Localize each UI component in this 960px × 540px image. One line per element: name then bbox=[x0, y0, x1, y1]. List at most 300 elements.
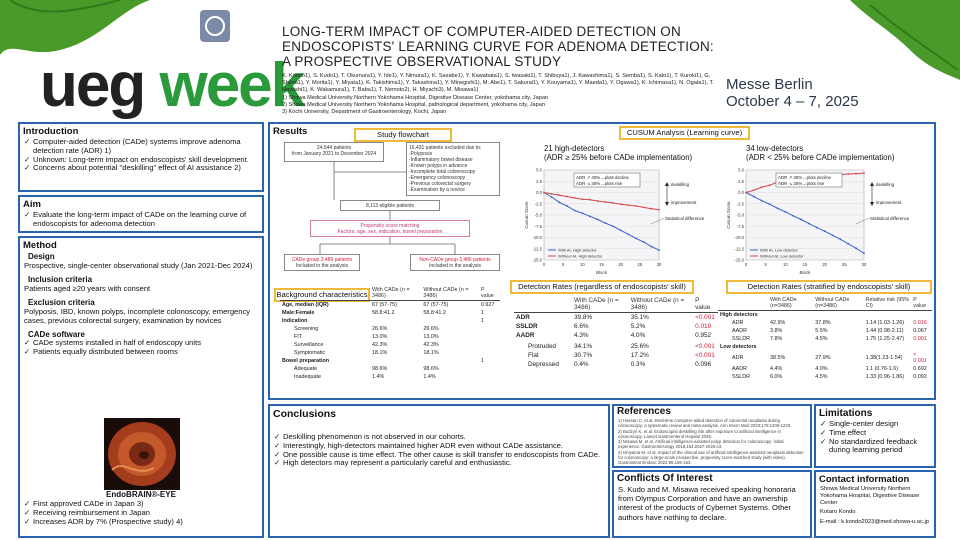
table-cell: Adequate bbox=[294, 366, 318, 372]
cusum-tag: CUSUM Analysis (Learning curve) bbox=[619, 126, 750, 140]
table-cell: Protruded bbox=[528, 343, 557, 350]
inclusion-text: Patients aged ≥20 years with consent bbox=[24, 284, 151, 293]
y-tick-label: -10.0 bbox=[734, 235, 744, 240]
x-tick-label: 15 bbox=[599, 262, 604, 267]
table-row bbox=[280, 325, 500, 333]
side-label: deskilling bbox=[876, 182, 895, 187]
table-cell: 26.6% bbox=[372, 326, 388, 332]
list-item: ✓ Concerns about potential "deskilling" effect of AI assistance 2) bbox=[24, 164, 258, 173]
y-tick-label: -12.5 bbox=[532, 246, 542, 252]
list-item: ✓ Evaluate the long-term impact of CADe on the learning curve of endoscopists for adenoma detection bbox=[24, 211, 258, 229]
leaf-decoration-icon bbox=[810, 0, 960, 80]
list-item: ✓ High detectors may represent a particularly careful and enthusiastic. bbox=[274, 459, 604, 468]
table-cell: 30.7% bbox=[574, 352, 593, 359]
data-point bbox=[558, 194, 560, 196]
side-label: improvement bbox=[876, 200, 902, 205]
table-cell: AADR bbox=[516, 332, 535, 339]
side-label: deskilling bbox=[671, 182, 690, 187]
table-cell: Indication bbox=[282, 318, 308, 324]
y-tick-label: -5.0 bbox=[534, 212, 542, 218]
section-title: Conflicts Of Interest bbox=[617, 473, 713, 484]
flow-eligible-box: 8,113 eligible patients bbox=[340, 200, 440, 211]
list-item: ✓ Receiving reimbursement in Japan bbox=[24, 509, 258, 518]
product-list bbox=[20, 500, 262, 526]
data-point bbox=[832, 234, 834, 236]
table-cell: 0.001 bbox=[913, 336, 927, 342]
table-row bbox=[280, 357, 500, 365]
table-cell bbox=[479, 365, 500, 373]
table-cell: Screening bbox=[294, 326, 319, 332]
table-cell bbox=[479, 333, 500, 341]
x-tick-label: 0 bbox=[542, 262, 546, 267]
x-tick-label: 10 bbox=[579, 262, 585, 267]
subsection-title: Inclusion criteria bbox=[28, 275, 93, 284]
data-point bbox=[840, 238, 842, 240]
table-cell: 13.0% bbox=[423, 334, 439, 340]
annotation-text: ADR ↘ 30%→plots rise bbox=[576, 181, 623, 186]
section-title: Results bbox=[273, 126, 308, 137]
table-cell: 5.5% bbox=[815, 328, 828, 334]
flow-text: 24,544 patients bbox=[316, 145, 352, 151]
table-row bbox=[280, 317, 500, 325]
y-tick-label: -7.5 bbox=[736, 223, 744, 229]
data-point bbox=[612, 225, 614, 227]
x-tick-label: 5 bbox=[561, 262, 565, 267]
data-point bbox=[604, 222, 606, 224]
table-cell: 38.5% bbox=[770, 355, 786, 361]
list-item: ✓ Interestingly, high-detectors maintained higher ADR even without CADe assistance. bbox=[274, 442, 604, 451]
data-point bbox=[769, 203, 771, 205]
table-cell: 58.8:41.2 bbox=[372, 310, 395, 316]
flowchart-tag: Study flowchart bbox=[354, 128, 452, 142]
list-item: ✓ CADe systems installed in half of endoscopy units bbox=[24, 339, 258, 348]
section-title: Introduction bbox=[23, 126, 79, 137]
affiliation: 2) Showa Medical University Northern Yokohama Hospital, pathological department, yokohama city, Japan bbox=[282, 102, 545, 108]
affiliation: 1) Showa Medical University Northern Yokohama Hospital, Digestive Disease Center, yokohama city, Japan bbox=[282, 95, 549, 101]
list-item: ✓ Increases ADR by 7% (Prospective study) 4) bbox=[24, 518, 258, 527]
title-line: A PROSPECTIVE OBSERVATIONAL STUDY bbox=[282, 54, 562, 69]
table-row bbox=[280, 333, 500, 341]
aim-panel bbox=[18, 195, 264, 233]
flow-text: Non-CADe group 3,486 patients bbox=[419, 257, 491, 263]
table-cell: 0.4% bbox=[574, 361, 589, 368]
table-cell: 25.6% bbox=[630, 343, 649, 350]
legend-label: With AI, High detector bbox=[558, 247, 597, 253]
endoscopy-image-icon bbox=[104, 418, 180, 490]
data-point bbox=[574, 197, 576, 199]
conclusions-panel bbox=[268, 404, 610, 538]
table-cell: 4.5% bbox=[815, 336, 828, 342]
contact-email[interactable]: E-mail : k.kondo2023@med.showa-u.ac.jp bbox=[820, 519, 929, 525]
annotation-text: ADR ↘ 25%→plots rise bbox=[778, 181, 825, 186]
subsection-title: Exclusion criteria bbox=[28, 298, 95, 307]
table-cell: SSLDR bbox=[732, 336, 750, 342]
reference-list bbox=[614, 418, 810, 466]
list-item: ✓ No standardized feedback during learning period bbox=[820, 438, 930, 456]
data-point bbox=[784, 211, 786, 213]
flow-noncade-group-box bbox=[410, 254, 500, 271]
table-cell: 1.1 (0.76-1.6) bbox=[865, 366, 898, 372]
poster-title bbox=[282, 24, 742, 69]
table-cell: FIT bbox=[294, 334, 303, 340]
table-cell bbox=[864, 343, 912, 351]
table-cell: <0.001 bbox=[695, 343, 715, 350]
flow-text: Factors: age, sex, indication, bowel preparation bbox=[337, 229, 443, 235]
table-cell: SSLDR bbox=[516, 323, 538, 330]
table-header bbox=[718, 296, 768, 311]
data-point bbox=[581, 198, 583, 200]
table-cell: 1.75 (1.25-2.47) bbox=[865, 336, 904, 342]
title-line: LONG-TERM IMPACT OF COMPUTER-AIDED DETECTION ON bbox=[282, 24, 681, 39]
introduction-list bbox=[20, 138, 262, 173]
flow-text: -Incomplete total colonoscopy bbox=[409, 169, 476, 175]
y-tick-label: 2.5 bbox=[536, 178, 542, 184]
author-list: K. Kondo1), S. Kudo1), T. Okumura1), Y. Ide1), Y. Nimura1), K. Sasabe1), Y. Kawabata1), S. Iwasaki1), T. Shibuya1), J. Kawashima1), S. Semba1), S. Kato1), T. Kuroki1), G. Shima1), Y. Morita1), Y. Miyata1), K. Takishima1), Y. Takashina1), Y. Minegishi1), M. Abe1), T. Sakurai1), Y. Kouyama1), Y. Maeda1), Y. Ogawa1), K. Ichimasa1), N. Ogata1), T. Hayashi1), K. Wakamura1), T. Baba1), T. Nemoto2), H. Miyachi3), M. Misawa1) bbox=[282, 73, 714, 93]
table-cell bbox=[421, 317, 479, 325]
x-tick-label: 20 bbox=[618, 262, 624, 267]
logo-ueg-text: ueg bbox=[40, 51, 145, 120]
data-point bbox=[761, 186, 763, 188]
table-cell: 1.44 (0.98-2.11) bbox=[865, 328, 904, 334]
data-point bbox=[566, 205, 568, 207]
table-cell: 1 bbox=[480, 318, 484, 324]
chart-subtitle: (ADR ≥ 25% before CADe implementation) bbox=[544, 153, 693, 162]
data-point bbox=[620, 229, 622, 231]
data-point bbox=[558, 202, 560, 204]
reference-item: 2) Budzyń K, et al. Endoscopist deskilling risk after exposure to artificial intelligence in colonoscopy. Lancet Gastroenterol Hepatol 2025. bbox=[618, 428, 781, 439]
table-cell: Male:Female bbox=[282, 310, 315, 316]
table-cell: ADR bbox=[516, 314, 530, 321]
subsection-title: Design bbox=[28, 252, 55, 261]
reference-item: 3) Misawa M, et al. Artificial intelligence-assisted polyp detection for colonoscopy: initial experience. Gastroenterology 2018;154:2027-2029.e3. bbox=[618, 439, 784, 450]
table-cell: 5.2% bbox=[630, 323, 646, 330]
list-item: ✓ First approved CADe in Japan 3) bbox=[24, 500, 258, 509]
table-cell: 1.4% bbox=[372, 374, 385, 380]
section-title: Aim bbox=[23, 199, 41, 210]
flow-psm-box bbox=[310, 220, 470, 237]
x-tick-label: 10 bbox=[782, 262, 788, 267]
table-cell: Surveillance bbox=[294, 342, 324, 348]
y-tick-label: 2.5 bbox=[738, 178, 744, 184]
table-row bbox=[280, 349, 500, 357]
table-cell: 4.3% bbox=[574, 332, 589, 339]
table-header: With CADe (n = 3486) bbox=[572, 296, 629, 313]
contact-panel bbox=[814, 470, 936, 538]
y-tick-label: -2.5 bbox=[534, 201, 542, 207]
list-item: ✓ Patients equally distributed between rooms bbox=[24, 348, 258, 357]
table-cell: Depressed bbox=[528, 361, 559, 368]
data-point bbox=[769, 184, 771, 186]
flow-text: -Polyposis bbox=[409, 151, 433, 157]
x-tick-label: 30 bbox=[656, 262, 662, 267]
table-cell: Inadequate bbox=[294, 374, 321, 380]
table-cell: 26.6% bbox=[423, 326, 439, 332]
data-point bbox=[792, 215, 794, 217]
conclusions-list bbox=[270, 421, 608, 468]
rates-tag: Detection Rates (regardless of endoscopists' skill) bbox=[510, 280, 694, 294]
section-title: References bbox=[617, 406, 671, 417]
strat-tag: Detection Rates (stratified by endoscopists' skill) bbox=[726, 280, 932, 294]
venue-info bbox=[726, 76, 859, 110]
venue-line: October 4 – 7, 2025 bbox=[726, 93, 859, 110]
table-cell: 67 (57-75) bbox=[423, 302, 449, 308]
data-point bbox=[551, 193, 553, 195]
flow-text: -Emergency colonoscopy bbox=[409, 175, 466, 181]
table-cell bbox=[479, 341, 500, 349]
data-point bbox=[612, 202, 614, 204]
y-tick-label: -5.0 bbox=[736, 212, 744, 218]
table-row bbox=[718, 319, 932, 327]
data-point bbox=[597, 219, 599, 221]
cade-list bbox=[20, 339, 262, 357]
data-point bbox=[658, 249, 660, 251]
contact-name: Kotaro Kondo bbox=[820, 509, 856, 515]
side-label: Statistical difference bbox=[870, 216, 910, 221]
table-row bbox=[280, 341, 500, 349]
ueg-week-logo bbox=[40, 50, 303, 121]
data-point bbox=[627, 233, 629, 235]
chart-title: 34 low-detectors bbox=[746, 144, 804, 153]
table-cell: 1.38(1.23-1.54) bbox=[865, 355, 903, 361]
venue-line: Messe Berlin bbox=[726, 76, 813, 93]
x-tick-label: 5 bbox=[764, 262, 767, 267]
table-cell: 1 bbox=[480, 358, 484, 364]
data-point bbox=[800, 219, 802, 221]
table-cell: 98.6% bbox=[423, 366, 439, 372]
data-point bbox=[635, 238, 637, 240]
table-cell: 1.14 (1.03-1.26) bbox=[865, 320, 904, 326]
table-cell: Age, median (IQR) bbox=[282, 302, 329, 308]
table-cell: Flat bbox=[528, 352, 539, 359]
limitations-panel bbox=[814, 404, 936, 468]
table-cell: 0.096 bbox=[695, 361, 712, 368]
x-axis-label: Block bbox=[595, 270, 608, 275]
y-axis-label: Cusum Score bbox=[524, 201, 529, 229]
university-logo-icon bbox=[190, 6, 240, 50]
table-header: P value bbox=[693, 296, 718, 313]
affiliation: 3) Kochi University, Department of Gastroenterology, Kochi, Japan bbox=[282, 109, 447, 115]
table-cell: SSLDR bbox=[732, 374, 750, 380]
list-item: ✓ One possible cause is time effect. The other cause is skill transfer to endoscopists from CADe. bbox=[274, 451, 604, 460]
table-row bbox=[718, 343, 932, 351]
table-header bbox=[280, 286, 370, 301]
section-title: Method bbox=[23, 240, 57, 251]
product-name: EndoBRAIN®-EYE bbox=[106, 490, 176, 499]
arrow-head-icon bbox=[665, 202, 669, 206]
data-point bbox=[574, 210, 576, 212]
table-cell: AADR bbox=[732, 366, 747, 372]
data-point bbox=[816, 227, 818, 229]
section-title: Limitations bbox=[819, 408, 873, 419]
data-point bbox=[745, 192, 747, 194]
flow-cade-group-box bbox=[284, 254, 360, 271]
table-header: With CADe (n = 3486) bbox=[370, 286, 421, 301]
flow-text: -Examination by a novice bbox=[409, 187, 465, 193]
y-tick-label: 0.0 bbox=[536, 190, 542, 195]
table-header: Without CADe (n=3486) bbox=[813, 296, 863, 311]
table-cell: ADR bbox=[732, 355, 744, 361]
table-cell: 1.33 (0.96-1.86) bbox=[865, 374, 904, 380]
data-point bbox=[847, 243, 849, 245]
data-point bbox=[566, 196, 568, 198]
data-point bbox=[855, 173, 857, 175]
table-cell: 42.3% bbox=[423, 342, 439, 348]
table-cell: <0.001 bbox=[695, 314, 715, 321]
table-cell: 1.4% bbox=[423, 374, 436, 380]
background-table bbox=[280, 286, 500, 381]
table-row bbox=[280, 301, 500, 310]
legend-label: Without AI, Low detector bbox=[760, 253, 804, 259]
table-cell bbox=[370, 357, 421, 365]
design-text: Prospective, single-center observational study (Jan 2021-Dec 2024) bbox=[24, 261, 253, 270]
table-cell bbox=[479, 325, 500, 333]
x-tick-label: 20 bbox=[822, 262, 828, 267]
y-tick-label: 0.0 bbox=[738, 190, 744, 195]
data-point bbox=[543, 192, 545, 194]
table-cell: 0.927 bbox=[480, 302, 495, 308]
table-cell: 18.1% bbox=[372, 350, 388, 356]
strat-table bbox=[718, 296, 932, 381]
arrow-head-icon bbox=[870, 182, 874, 186]
data-point bbox=[597, 200, 599, 202]
data-point bbox=[824, 230, 826, 232]
table-header: Relative risk (95% CI) bbox=[864, 296, 912, 311]
x-tick-label: 25 bbox=[637, 262, 643, 267]
coi-panel bbox=[612, 470, 812, 538]
table-cell: 4.5% bbox=[815, 374, 828, 380]
table-cell: 0.952 bbox=[695, 332, 712, 339]
data-point bbox=[863, 172, 865, 174]
table-cell: 35.1% bbox=[630, 314, 649, 321]
references-panel bbox=[612, 404, 812, 468]
results-panel bbox=[268, 122, 936, 400]
data-point bbox=[650, 246, 652, 248]
list-item: ✓ Computer-aided detection (CADe) systems improve adenoma detection rate (ADR) 1) bbox=[24, 138, 258, 156]
table-cell: 39.8% bbox=[574, 314, 593, 321]
aim-list bbox=[20, 211, 262, 229]
introduction-panel bbox=[18, 122, 264, 192]
table-cell bbox=[768, 343, 813, 351]
table-cell: 37.8% bbox=[815, 320, 831, 326]
table-header: P value bbox=[479, 286, 500, 301]
table-cell: 67 (57-75) bbox=[372, 302, 397, 308]
table-cell: 0.3% bbox=[630, 361, 646, 368]
table-row bbox=[514, 331, 718, 340]
table-row bbox=[280, 365, 500, 373]
table-cell: Low detectors bbox=[720, 344, 757, 350]
data-point bbox=[589, 215, 591, 217]
list-item: ✓ Single-center design bbox=[820, 420, 930, 429]
table-cell: ADR bbox=[732, 320, 744, 326]
table-header: Without CADe (n = 3486) bbox=[629, 296, 693, 313]
list-item: ✓ Unknown: Long-term impact on endoscopists' skill development. bbox=[24, 156, 258, 165]
y-tick-label: 5.0 bbox=[738, 167, 744, 173]
exclusion-text: Polyposis, IBD, known polyps, incomplete colonoscopy, emergency cases, previous colorectal surgery, examination by novices bbox=[24, 307, 251, 325]
table-cell: 18.1% bbox=[423, 350, 439, 356]
flow-text: Included in the analysis bbox=[429, 263, 481, 269]
data-point bbox=[761, 200, 763, 202]
title-line: ENDOSCOPISTS' LEARNING CURVE FOR ADENOMA DETECTION: bbox=[282, 39, 714, 54]
table-cell: Bowel preparation bbox=[282, 358, 330, 364]
table-cell: 42.9% bbox=[770, 320, 786, 326]
data-point bbox=[863, 252, 865, 254]
reference-item: 1) Hassan C, et al. Real-time computer-aided detection of colorectal neoplasia during colonoscopy: a systematic review and meta-analysis. Ann Intern Med 2023;176:1209-1220. bbox=[618, 418, 792, 429]
table-cell bbox=[864, 311, 912, 320]
section-title: Conclusions bbox=[273, 408, 337, 420]
table-row bbox=[514, 342, 718, 351]
coi-text: S. Kudo and M. Misawa received speaking honoraria from Olympus Corporation and have an ownership interest of the products of Cybernet Systems. Other authors have nothing to declare. bbox=[618, 485, 796, 522]
legend-label: Without AI, High detector bbox=[558, 253, 603, 259]
data-point bbox=[650, 208, 652, 210]
side-label: improvement bbox=[671, 200, 697, 205]
data-point bbox=[627, 204, 629, 206]
table-cell: 34.1% bbox=[574, 343, 593, 350]
table-header bbox=[514, 296, 572, 313]
legend-label: With AI, Low detector bbox=[760, 247, 798, 253]
table-row bbox=[718, 351, 932, 365]
table-row bbox=[718, 365, 932, 373]
table-cell: High detectors bbox=[720, 312, 758, 318]
method-panel bbox=[18, 236, 264, 538]
table-cell: 0.692 bbox=[913, 366, 927, 372]
data-point bbox=[604, 201, 606, 203]
cusum-high-chart bbox=[522, 164, 727, 276]
table-cell bbox=[421, 357, 479, 365]
side-label: Statistical difference bbox=[665, 216, 705, 221]
table-cell: AADR bbox=[732, 328, 747, 334]
list-item: ✓ Deskilling phenomenon is not observed in our cohorts. bbox=[274, 433, 604, 442]
x-tick-label: 15 bbox=[802, 262, 808, 267]
table-cell: 6.6% bbox=[574, 323, 589, 330]
table-row bbox=[514, 322, 718, 331]
poster-header bbox=[0, 0, 960, 120]
table-cell: Symptomatic bbox=[294, 350, 326, 356]
table-cell: 0.019 bbox=[695, 323, 712, 330]
data-point bbox=[753, 189, 755, 191]
table-cell: 58.8:41.2 bbox=[423, 310, 446, 316]
logo-week-text: week bbox=[159, 51, 304, 120]
annotation-text: ADR ↗ 35%→plots decline bbox=[778, 175, 831, 180]
chart-title: 21 high-detectors bbox=[544, 144, 605, 153]
y-tick-label: -15.0 bbox=[532, 257, 542, 263]
data-point bbox=[753, 196, 755, 198]
table-cell: 4.0% bbox=[630, 332, 646, 339]
table-cell bbox=[813, 343, 863, 351]
flow-text: -Previous colorectal surgery bbox=[409, 181, 471, 187]
table-cell: <0.001 bbox=[695, 352, 715, 359]
table-row bbox=[514, 351, 718, 360]
data-point bbox=[643, 206, 645, 208]
affiliation-list bbox=[282, 95, 732, 116]
data-point bbox=[777, 207, 779, 209]
cusum-high-header bbox=[544, 144, 692, 162]
x-tick-label: 25 bbox=[841, 262, 847, 267]
table-row bbox=[514, 313, 718, 323]
table-cell: 98.6% bbox=[372, 366, 388, 372]
y-tick-label: -15.0 bbox=[734, 257, 744, 263]
annotation-text: ADR ↗ 40%→plots decline bbox=[576, 175, 629, 180]
table-row bbox=[280, 309, 500, 317]
table-cell: 7.8% bbox=[770, 336, 783, 342]
data-point bbox=[643, 241, 645, 243]
table-cell: 6.0% bbox=[770, 374, 783, 380]
y-tick-label: 5.0 bbox=[536, 167, 542, 173]
flow-text: Included in the analysis bbox=[296, 263, 348, 269]
table-cell bbox=[370, 317, 421, 325]
x-axis-label: Block bbox=[799, 270, 811, 275]
subsection-title: CADe software bbox=[28, 330, 85, 339]
table-cell: 13.0% bbox=[372, 334, 388, 340]
